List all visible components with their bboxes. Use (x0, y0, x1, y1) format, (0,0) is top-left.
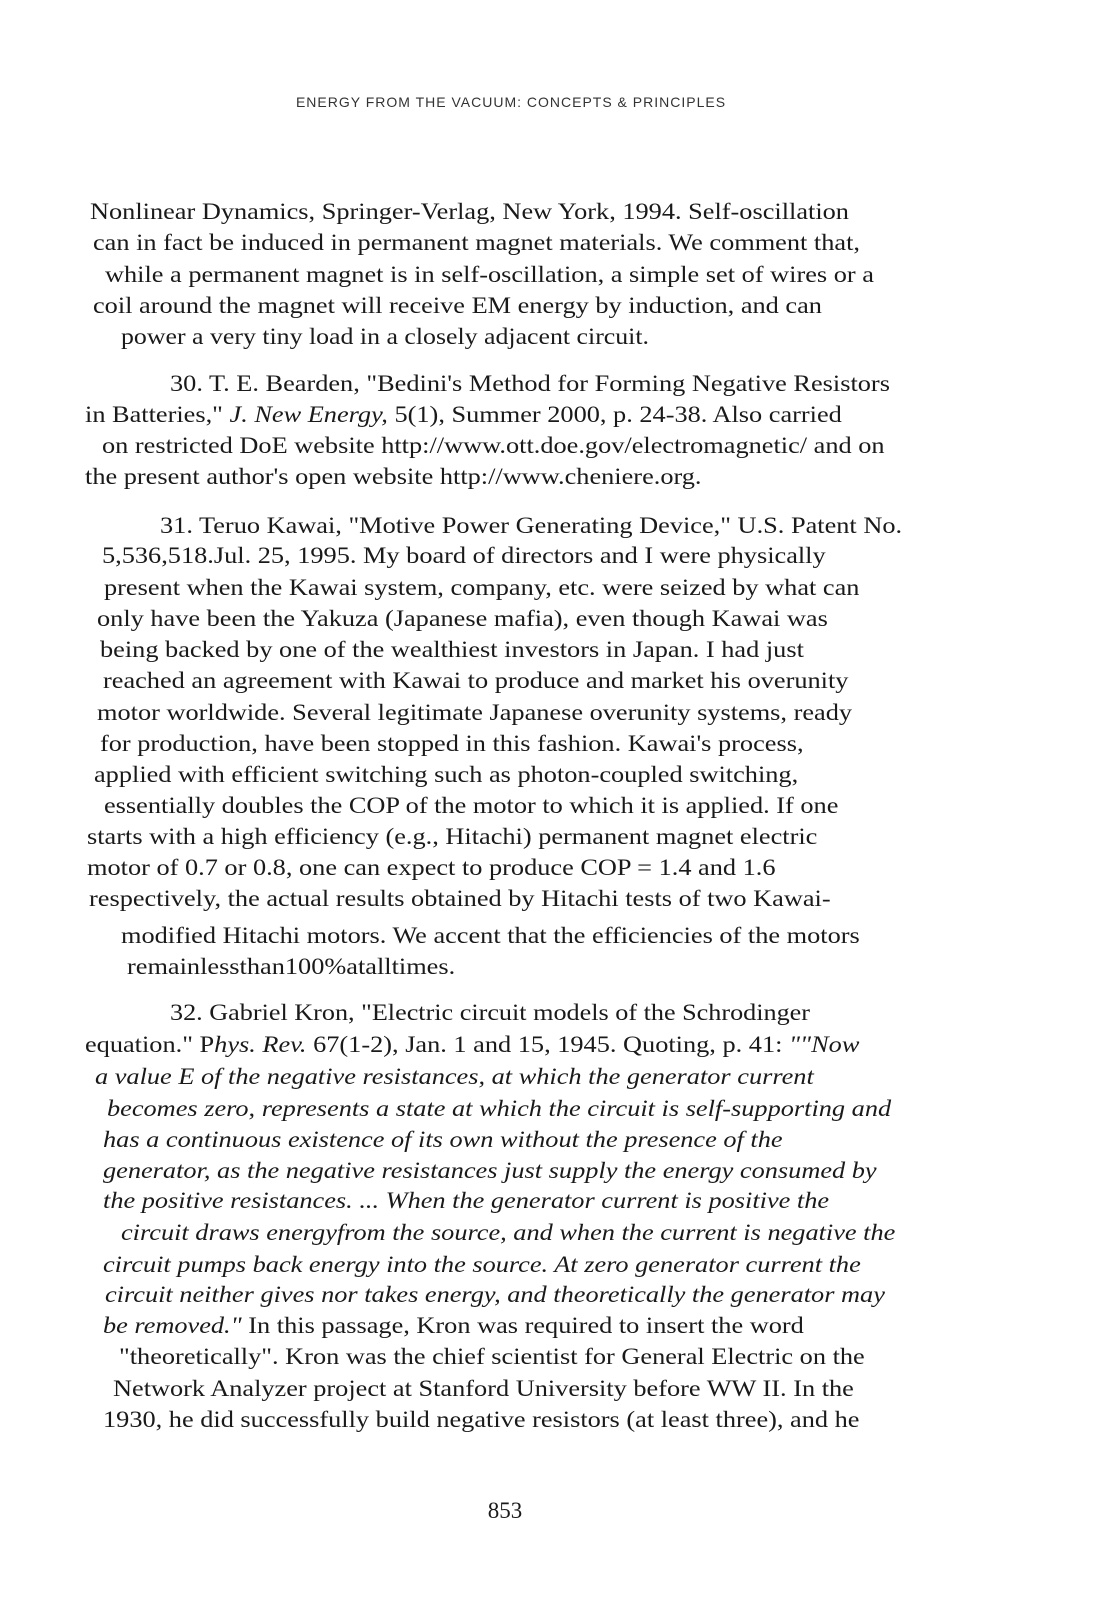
footnote-30-line (85, 401, 842, 429)
text-run: reached an agreement with Kawai to produce and market his overunity (103, 668, 849, 694)
footnote-32-line (170, 999, 810, 1027)
text-run: equation." P (85, 1032, 215, 1058)
footnote-32-line (95, 1063, 814, 1091)
text-run: 32. Gabriel Kron, "Electric circuit models of the Schrodinger (170, 1000, 811, 1026)
italic-text: circuit draws energyfrom the source, and when the current is negative the (121, 1220, 896, 1246)
italic-text: a value E of the negative resistances, at which the generator current (95, 1064, 814, 1090)
footnote-32-line (113, 1375, 854, 1403)
text-run: being backed by one of the wealthiest investors in Japan. I had just (100, 637, 804, 663)
text-run: while a permanent magnet is in self-oscillation, a simple set of wires or a (105, 262, 874, 288)
footnote-32-line (103, 1251, 861, 1279)
text-run: 5(1), Summer 2000, p. 24-38. Also carried (387, 402, 842, 428)
footnote-29-continuation-line (105, 261, 874, 289)
italic-text: ""Now (789, 1032, 860, 1058)
running-header: ENERGY FROM THE VACUUM: CONCEPTS & PRINCIPLES (295, 94, 727, 110)
text-run: 31. Teruo Kawai, "Motive Power Generating Device," U.S. Patent No. (160, 513, 903, 539)
text-run: for production, have been stopped in this fashion. Kawai's process, (100, 731, 804, 757)
italic-text: becomes zero, represents a state at which the circuit is self-supporting and (107, 1096, 892, 1122)
italic-text: the positive resistances. ... When the generator current is positive the (103, 1188, 830, 1214)
text-run: Nonlinear Dynamics, Springer-Verlag, New York, 1994. Self-oscillation (90, 199, 849, 225)
footnote-31-line (89, 885, 831, 913)
footnote-31-line (104, 792, 838, 820)
italic-text: J. New Energy, (229, 402, 388, 428)
italic-text: has a continuous existence of its own without the presence of the (103, 1127, 783, 1153)
text-run: 5,536,518.Jul. 25, 1995. My board of directors and I were physically (102, 543, 826, 569)
footnote-31-line (87, 854, 776, 882)
italic-text: hys. Rev. (214, 1032, 307, 1058)
footnote-31-line (100, 636, 804, 664)
footnote-30-line (170, 370, 890, 398)
text-run: can in fact be induced in permanent magnet materials. We comment that, (93, 230, 860, 256)
text-run: In this passage, Kron was required to insert the word (241, 1313, 804, 1339)
text-run: on restricted DoE website http://www.ott.doe.gov/electromagnetic/ and on (102, 433, 885, 459)
footnote-32-line (119, 1343, 865, 1371)
page-number: 853 (487, 1498, 523, 1523)
text-run: "theoretically". Kron was the chief scientist for General Electric on the (119, 1344, 865, 1370)
footnote-29-continuation-line (90, 198, 849, 226)
footnote-31-line (121, 922, 860, 950)
footnote-32-line (103, 1187, 829, 1215)
italic-text: generator, as the negative resistances just supply the energy consumed by (103, 1158, 877, 1184)
text-run: applied with efficient switching such as photon-coupled switching, (94, 762, 799, 788)
text-run: respectively, the actual results obtained by Hitachi tests of two Kawai- (89, 886, 831, 912)
footnote-32-line (103, 1157, 877, 1185)
footnote-31-line (97, 699, 852, 727)
text-run: 1930, he did successfully build negative resistors (at least three), and he (103, 1407, 860, 1433)
text-run: modified Hitachi motors. We accent that the efficiencies of the motors (121, 923, 860, 949)
footnote-31-line (104, 574, 859, 602)
footnote-31-line (127, 953, 455, 981)
footnote-32-line (103, 1126, 783, 1154)
footnote-31-line (100, 730, 804, 758)
footnote-31-line (97, 605, 828, 633)
footnote-31-line (102, 542, 826, 570)
footnote-32-line (107, 1095, 891, 1123)
footnote-31-line (94, 761, 798, 789)
footnote-31-line (87, 823, 817, 851)
footnote-29-continuation-line (121, 323, 649, 351)
text-run: 30. T. E. Bearden, "Bedini's Method for Forming Negative Resistors (170, 371, 890, 397)
text-run: Network Analyzer project at Stanford University before WW II. In the (113, 1376, 854, 1402)
footnote-30-line (102, 432, 885, 460)
text-run: remainlessthan100%atalltimes. (127, 954, 456, 980)
text-run: only have been the Yakuza (Japanese mafia), even though Kawai was (97, 606, 828, 632)
footnote-32-line (103, 1406, 859, 1434)
footnote-32-line (85, 1031, 859, 1059)
text-run: essentially doubles the COP of the motor to which it is applied. If one (104, 793, 839, 819)
text-run: present when the Kawai system, company, etc. were seized by what can (104, 575, 860, 601)
footnote-30-line (85, 463, 702, 491)
footnote-32-line (121, 1219, 895, 1247)
text-run: in Batteries," (85, 402, 230, 428)
italic-text: circuit pumps back energy into the source. At zero generator current the (103, 1252, 861, 1278)
italic-text: circuit neither gives nor takes energy, and theoretically the generator may (105, 1282, 885, 1308)
text-run: 67(1-2), Jan. 1 and 15, 1945. Quoting, p. 41: (306, 1032, 790, 1058)
text-run: coil around the magnet will receive EM energy by induction, and can (93, 293, 822, 319)
text-run: starts with a high efficiency (e.g., Hitachi) permanent magnet electric (87, 824, 818, 850)
footnote-32-line (103, 1312, 804, 1340)
footnote-29-continuation-line (93, 229, 860, 257)
italic-text: be removed." (103, 1313, 242, 1339)
footnote-31-line (103, 667, 848, 695)
text-run: the present author's open website http://www.cheniere.org. (85, 464, 702, 490)
text-run: motor worldwide. Several legitimate Japanese overunity systems, ready (97, 700, 853, 726)
text-run: motor of 0.7 or 0.8, one can expect to produce COP = 1.4 and 1.6 (87, 855, 776, 881)
footnote-32-line (105, 1281, 885, 1309)
footnote-29-continuation-line (93, 292, 822, 320)
text-run: power a very tiny load in a closely adjacent circuit. (121, 324, 650, 350)
footnote-31-line (160, 512, 902, 540)
